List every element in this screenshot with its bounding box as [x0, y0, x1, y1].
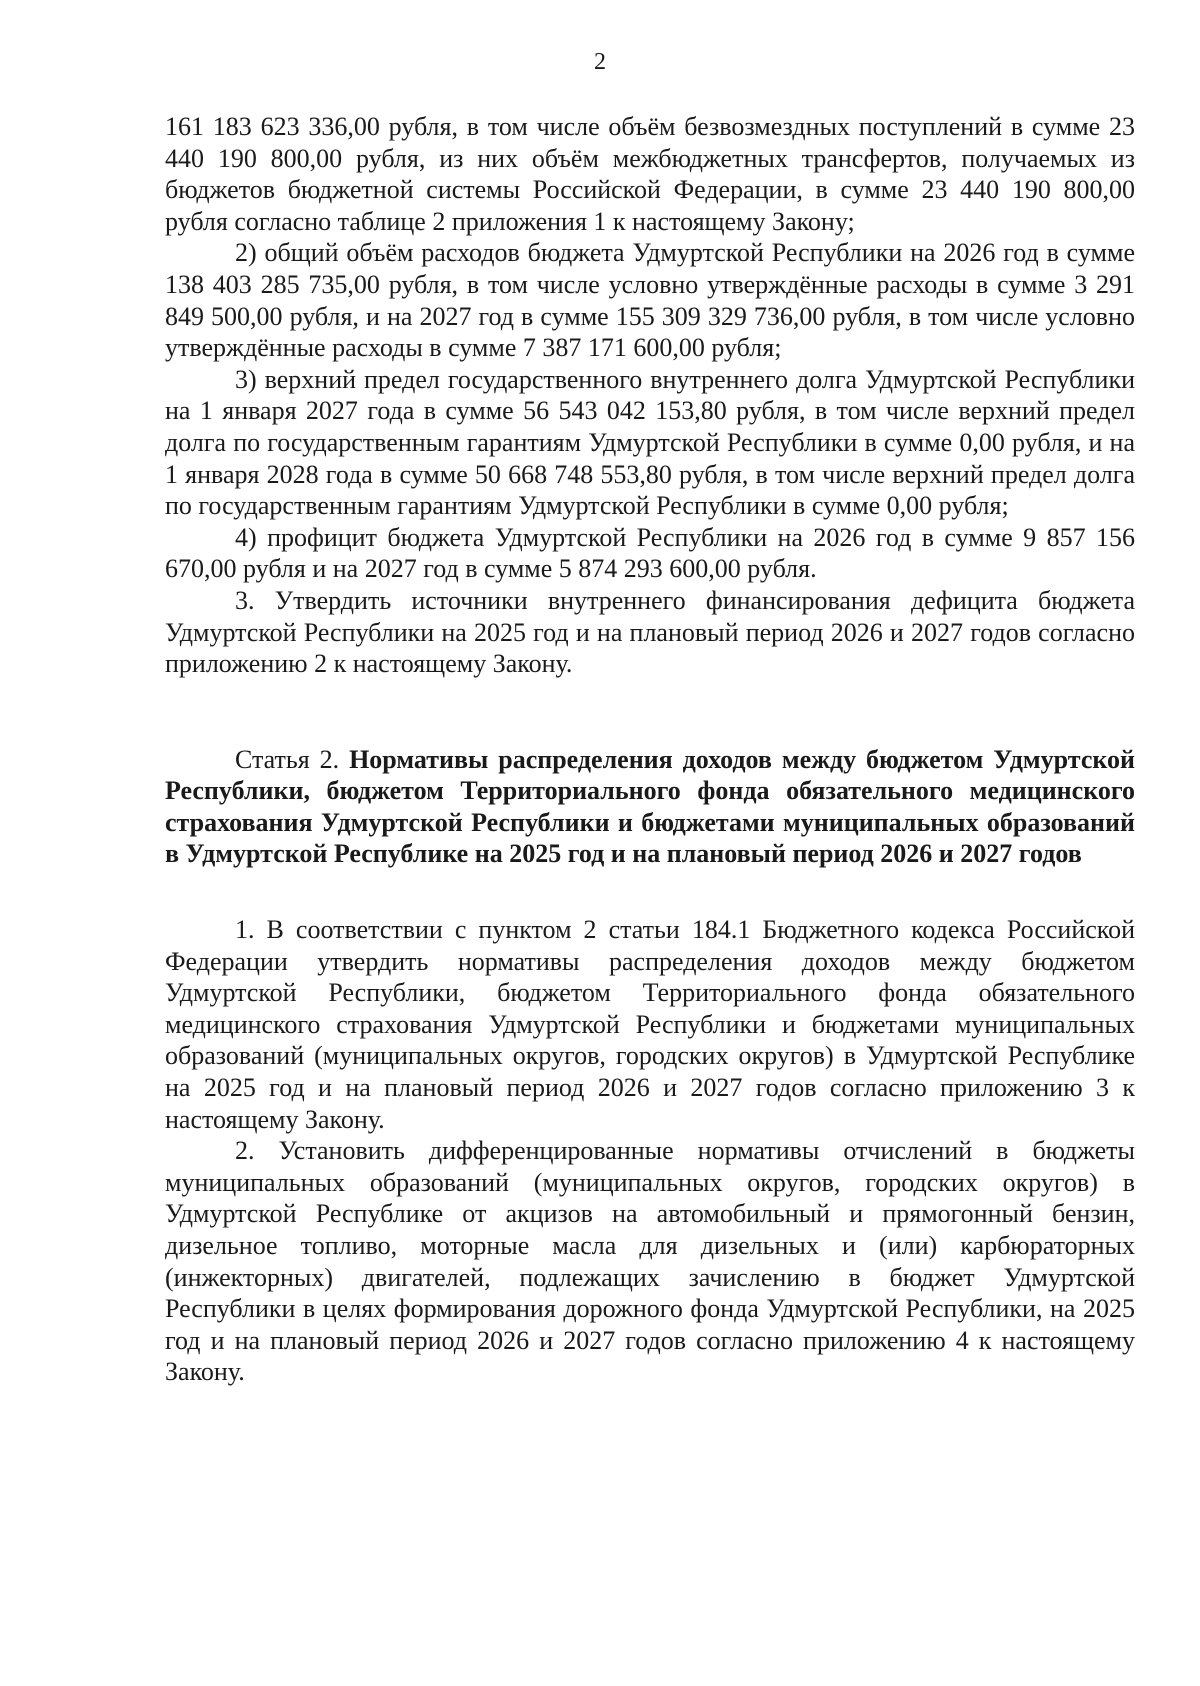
- page-number: 2: [594, 49, 606, 75]
- section-spacer: [165, 870, 1135, 914]
- paragraph-item-2: 2) общий объём расходов бюджета Удмуртской Республики на 2026 год в сумме 138 403 285 735,00 рубля, в том числе условно утверждённые расходы в сумме 3 291 849 500,00 рубля, и на 2027 год в сумме 155 309 329 736,00 рубля, в том числе условно утверждённые расходы в сумме 7 387 171 600,00 рубля;: [165, 238, 1135, 363]
- document-body: [165, 111, 1135, 1388]
- paragraph-point-3: 3. Утвердить источники внутреннего финансирования дефицита бюджета Удмуртской Республики на 2025 год и на плановый период 2026 и 2027 годов согласно приложению 2 к настоящему Закону.: [165, 585, 1135, 679]
- article-title: Нормативы распределения доходов между бюджетом Удмуртской Республики, бюджетом Территориального фонда обязательного медицинского страхования Удмуртской Республики и бюджетами муниципальных образований в Удмуртской Республике на 2025 год и на плановый период 2026 и 2027 годов: [165, 744, 1136, 869]
- paragraph-art2-point-2: 2. Установить дифференцированные нормативы отчислений в бюджеты муниципальных образований (муниципальных округов, городских округов) в Удмуртской Республике от акцизов на автомобильный и прямогонный бензин, дизельное топливо, моторные масла для дизельных и (или) карбюраторных (инжекторных) двигателей, подлежащих зачислению в бюджет Удмуртской Республики в целях формирования дорожного фонда Удмуртской Республики, на 2025 год и на плановый период 2026 и 2027 годов согласно приложению 4 к настоящему Закону.: [165, 1136, 1135, 1387]
- article-heading: [165, 744, 1135, 870]
- paragraph-continuation: 161 183 623 336,00 рубля, в том числе объём безвозмездных поступлений в сумме 23 440 190 800,00 рубля, из них объём межбюджетных трансфертов, получаемых из бюджетов бюджетной системы Российской Федерации, в сумме 23 440 190 800,00 рубля согласно таблице 2 приложения 1 к настоящему Закону;: [165, 112, 1135, 236]
- section-spacer: [165, 680, 1135, 744]
- paragraph-item-3: 3) верхний предел государственного внутреннего долга Удмуртской Республики на 1 января 2027 года в сумме 56 543 042 153,80 рубля, в том числе верхний предел долга по государственным гарантиям Удмуртской Республики в сумме 0,00 рубля, и на 1 января 2028 года в сумме 50 668 748 553,80 рубля, в том числе верхний предел долга по государственным гарантиям Удмуртской Республики в сумме 0,00 рубля;: [165, 364, 1135, 521]
- paragraph-item-4: 4) профицит бюджета Удмуртской Республики на 2026 год в сумме 9 857 156 670,00 рубля и на 2027 год в сумме 5 874 293 600,00 рубля.: [165, 522, 1135, 584]
- article-number: Статья 2.: [235, 744, 340, 774]
- paragraph-art2-point-1: 1. В соответствии с пунктом 2 статьи 184.1 Бюджетного кодекса Российской Федерации утвердить нормативы распределения доходов между бюджетом Удмуртской Республики, бюджетом Территориального фонда обязательного медицинского страхования Удмуртской Республики и бюджетами муниципальных образований (муниципальных округов, городских округов) в Удмуртской Республике на 2025 год и на плановый период 2026 и 2027 годов согласно приложению 3 к настоящему Закону.: [165, 915, 1135, 1134]
